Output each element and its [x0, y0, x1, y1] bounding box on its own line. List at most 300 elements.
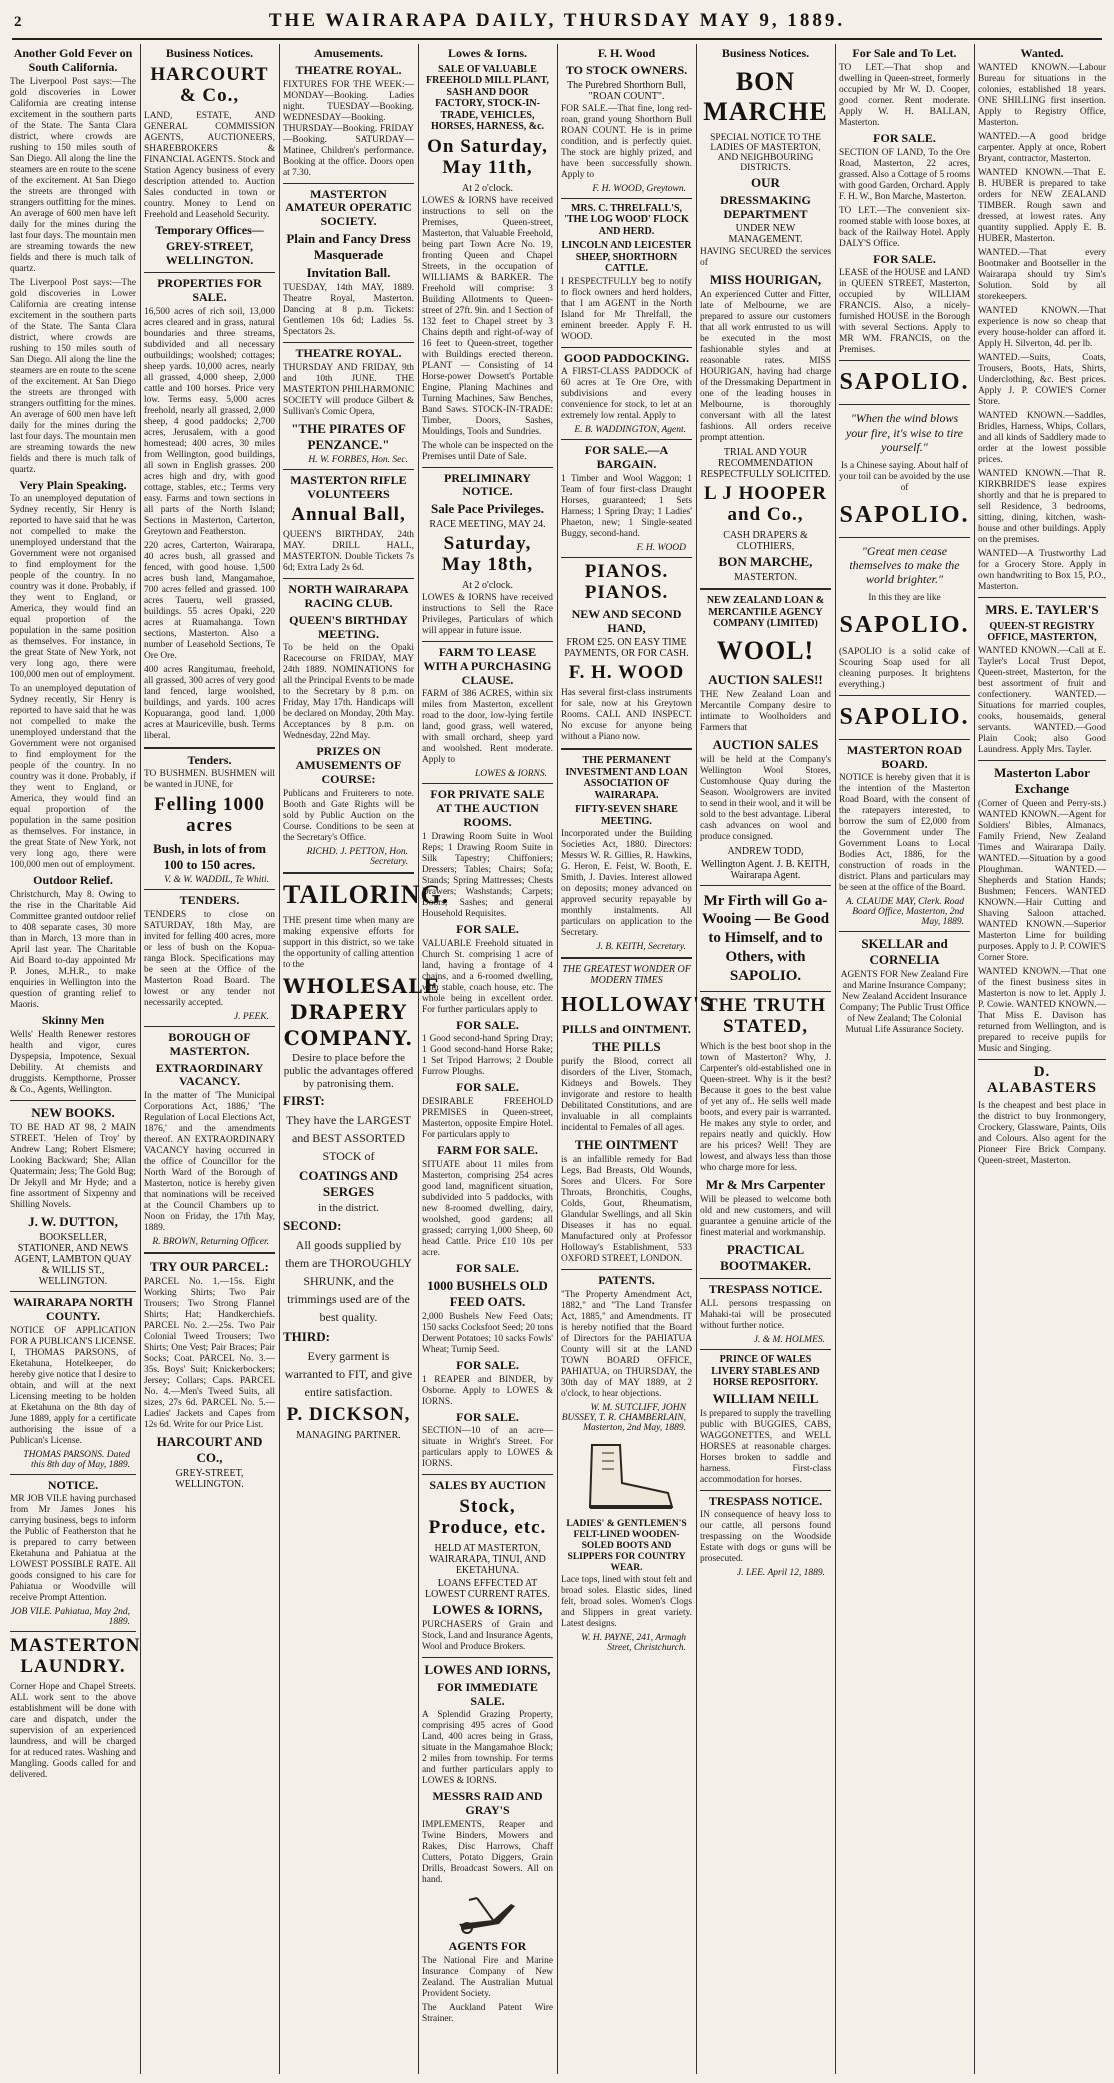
notice-body: ALL persons trespassing on Mahaki-tai will be prosecuted without further notice.	[700, 1299, 831, 1331]
ad-body: LOWES & IORNS have received instructions to sell on the Premises, Queen-street, Masterton, that Valuable Freehold, being part Town Acre No. 19, fronting Queen and Chapel Streets, in the occupation of WILLIAMS & BARKER. The Freehold will comprise: 3 Building Allotments to Queen-street of 27ft. 9in. and 1 Section of 132 feet to Chapel street by 3 Chains depth and right-of-way of 16 feet to Queen-street, together with Buildings erected thereon. PLANT — Consisting of 14 Horse-power Dowsett's Portable Engine, Planing Machines and Turning Machines, Saw Benches, Band Saws. STOCK-IN-TRADE: Timber, Doors, Sashes, Mouldings, Tools and Sundries.	[422, 195, 553, 437]
ad-body: 1 Drawing Room Suite in Wool Reps; 1 Drawing Room Suite in Silk Tapestry; Chiffoniers; Dressers; Tables; Chairs; Sofa; Stands; Spring Mattresses; Chests Drawers; Washstands; Carpets; Doors; Sashes; and general Household Requisites.	[422, 831, 553, 919]
divider	[839, 404, 970, 405]
ad-body: An experienced Cutter and Fitter, late of Melbourne, we are prepared to assure our customers that all work entrusted to us will be executed in the most fashionable styles and at reasonable rates. MISS HOURIGAN, having had charge of the Dressmaking Department in one of the leading houses in Melbourne, is thoroughly conversant with all the latest fashions. All orders receive prompt attention.	[700, 290, 831, 444]
ad-display-line: AUCTION SALES	[712, 736, 819, 752]
ad-body: THE New Zealand Loan and Mercantile Company desire to intimate to Woolholders and Farmers that	[700, 689, 831, 733]
ad-body: Incorporated under the Building Societies Act, 1880. Directors: Messrs W. R. Gillies, R. Hawkins, G. Heron, E. Feist, W. Booth, E. Smith, J. Davies. Interest allowed on deposits; money advanced on approved security repayable by monthly instalments. All particulars on application to the Secretary.	[561, 829, 692, 939]
ad-signature: Wellington Agent. J. B. KEITH, Wairarapa Agent.	[701, 858, 830, 881]
sapolio-advert: SAPOLIO.	[839, 369, 970, 396]
divider	[10, 1474, 136, 1475]
ad-signature: ANDREW TODD,	[727, 845, 804, 857]
ad-headline: MRS. C. THRELFALL'S, 'THE LOG WOOD' FLOCK AND HERD.	[564, 202, 689, 237]
ad-body: FOR SALE.—That fine, long red-roan, grand young Shorthorn Bull ROAN COUNT. He is in prime condition, and is perfectly quiet. The stock are highly prized, and have been successfully shown. Apply to	[561, 103, 692, 180]
wanted-notice: WANTED.—That every Bootmaker and Bootseller in the Wairarapa should try Sim's Solution. Sold by all storekeepers.	[978, 247, 1106, 302]
ad-headline: FOR PRIVATE SALE AT THE AUCTION ROOMS.	[430, 787, 545, 829]
ad-body: QUEEN'S BIRTHDAY, 24th MAY. DRILL HALL, MASTERTON. Double Tickets 7s 6d; Extra Lady 2s 6d.	[283, 530, 414, 574]
article-headline: Another Gold Fever on South California.	[13, 46, 133, 74]
divider	[561, 439, 692, 440]
ad-body: 220 acres, Carterton, Wairarapa, 40 acres bush, all grassed and fenced, with good house. 1,500 acres bush land, Mangamahoe, 700 acres felled and grassed. 100 acres Taueru, well grassed, buildings. 55 acres Opaki, 220 acres at Ruamahanga. Town sections, Masterton. Also a number of Leasehold Sections, Te Ore Ore.	[144, 540, 275, 661]
divider	[978, 760, 1106, 761]
ad-headline: TENDERS.	[179, 893, 240, 908]
divider	[144, 272, 275, 273]
notice-body: MR JOB VILE having purchased from Mr James Jones his carrying business, begs to inform the Public of Featherston that he is prepared to carry between Eketahuna and Pahiatua at the LOWEST POSSIBLE RATE. All goods consigned to his care for Pahiatua or Woodville will receive Prompt Attention.	[10, 1494, 136, 1604]
advertiser-name: LOWES & IORNS,	[432, 1601, 543, 1617]
ad-headline: GOOD PADDOCKING.	[563, 350, 690, 365]
wanted-notice: WANTED.—A good bridge carpenter. Apply at once, Robert Bryant, contractor, Masterton.	[978, 131, 1106, 164]
divider	[561, 748, 692, 750]
divider	[700, 1278, 831, 1279]
ad-body: TO LET.—That shop and dwelling in Queen-street, formerly occupied by Mr W. D. Cooper, good corner. Rent moderate. Apply W. H. BALLAN, Masterton.	[839, 62, 970, 128]
ad-headline: FOR SALE.	[456, 1260, 519, 1275]
divider	[839, 739, 970, 740]
ad-display-line: BON MARCHE	[703, 66, 828, 126]
column-1	[10, 44, 141, 2074]
divider	[283, 183, 414, 184]
ad-display-line: Invitation Ball.	[306, 264, 391, 280]
ad-body: PARCEL No. 1.—15s. Eight Working Shirts; Two Pair Trousers; Two Strong Flannel Shirts; Hat; Handkerchiefs. PARCEL No. 2.—25s. Two Pair Colonial Tweed Trousers; Two Shirts; One Vest; Pair Braces; Pair Socks; Coat. PARCEL No. 3.—35s. Boys' Suit; Knickerbockers; Jersey; Collars; Caps. PARCEL No. 4.—Men's Tweed Suits, all sizes, 27s 6d. PARCEL No. 5.—Ladies' Jackets and Capes from 12s 6d. Write for our Price List.	[144, 1277, 275, 1431]
ad-point-label: SECOND:	[283, 1218, 342, 1234]
notice-signature: J. & M. HOLMES.	[753, 1335, 825, 1345]
divider	[144, 889, 275, 890]
column-5	[561, 44, 713, 2074]
ad-headline: FOR SALE.	[456, 1409, 519, 1424]
ad-body: Desire to place before the public the advantages offered by patronising them.	[283, 1051, 414, 1090]
advertiser-name: SKELLAR and CORNELIA	[861, 936, 948, 968]
ad-body: A Splendid Grazing Property, comprising 495 acres of Good Land, 400 acres being in Grass, situate in the Mangamahoe Block; 2 miles from township. For terms and further particulars apply to LOWES & IORNS.	[422, 1710, 553, 1787]
ad-headline: FOR SALE.—A BARGAIN.	[584, 443, 669, 472]
divider	[700, 1349, 831, 1350]
ad-subhead: Temporary Offices—	[155, 222, 264, 237]
column-rule	[974, 44, 975, 2074]
ad-body: Corner Hope and Chapel Streets. ALL work sent to the above establishment will be done with care and dispatch, under the supervision of an experienced laundress, and will be charged for at reduced rates. Washing and Mangling. Goods called for and delivered.	[10, 1682, 136, 1781]
ad-body: LOANS EFFECTED AT LOWEST CURRENT RATES.	[425, 1577, 550, 1600]
ad-display-line: HOLLOWAY'S	[561, 992, 713, 1017]
column-2	[144, 44, 275, 2074]
ad-body: THURSDAY AND FRIDAY, 9th and 10th JUNE. THE MASTERTON PHILHARMONIC SOCIETY will produce Gilbert & Sullivan's Comic Opera,	[283, 362, 414, 417]
ad-headline: MASTERTON LAUNDRY.	[10, 1635, 141, 1678]
column-8	[978, 44, 1106, 2074]
wanted-notice: WANTED—A Trustworthy Lad for a Grocery Store. Apply in own handwriting to Box 15, P.O., Masterton.	[978, 548, 1106, 592]
section-header: Business Notices.	[721, 46, 810, 60]
section-header: Tenders.	[187, 752, 232, 767]
ad-headline: MESSRS RAID AND GRAY'S	[432, 1789, 543, 1818]
ad-subhead: DRESSMAKING DEPARTMENT	[720, 192, 811, 221]
masthead	[0, 0, 1114, 40]
wanted-notice: WANTED KNOWN.—Labour Bureau for situations in the colonies, established 18 years. ONE SHILLING first insertion. Apply to Registry Office, Masterton.	[978, 62, 1106, 128]
ad-headline: PRELIMINARY NOTICE.	[444, 470, 531, 499]
page-number: 2	[14, 14, 22, 30]
ad-signature: V. & W. WADDIL, Te Whiti.	[164, 875, 269, 886]
ad-subhead: QUEEN'S BIRTHDAY MEETING.	[289, 612, 408, 641]
ad-display-line: COMPANY.	[283, 1025, 414, 1050]
ad-body: TO BE HAD AT 98, 2 MAIN STREET. 'Helen of Troy' by Andrew Lang; Robert Elsmere; Looking Backward; She; Allan Quatermain; Jess; The Gold Bug; Dr Jekyll and Mr Hyde; and a fine assortment of Sixpenny and Shilling Novels.	[10, 1122, 136, 1210]
ad-display-line: COATINGS AND SERGES	[298, 1168, 399, 1200]
ad-body: Every garment is warranted to FIT, and give entire satisfaction.	[284, 1349, 413, 1400]
notice-body: "The Property Amendment Act, 1882," and "The Land Transfer Act, 1885," and Amendments. IT is hereby notified that the Board of Directors for the PAHIATUA County will sit at the LAND TOWN BOARD OFFICE, PAHIATUA, on THURSDAY, the 30th day of MAY 1889, at 2 o'clock, to hear objections.	[561, 1289, 692, 1399]
ad-signature: H. W. FORBES, Hon. Sec.	[308, 454, 408, 465]
divider	[10, 1291, 136, 1292]
wanted-notice: WANTED.—Suits, Coats, Trousers, Boots, Hats, Shirts, Underclothing, &c. Best prices. Apply J. P. COWIE'S Corner Store.	[978, 352, 1106, 407]
column-rule	[557, 44, 558, 2074]
ad-body: LAND, ESTATE, AND GENERAL COMMISSION AGENTS, AUCTIONEERS, SHAREBROKERS & FINANCIAL AGENTS. Stock and Station Agency business of every description attended to. Auction Sales conducted in town or country. Money to Lend on Freehold and Leasehold Security.	[144, 110, 275, 220]
divider	[422, 1474, 553, 1475]
advertiser-name: D. ALABASTERS	[986, 1063, 1098, 1097]
ad-body: A FIRST-CLASS PADDOCK of 60 acres at Te Ore Ore, with subdivisions and every convenience for stock, to let at an extremely low rental. Apply to	[561, 367, 692, 422]
wanted-notice: WANTED KNOWN.—That experience is now so cheap that every house-holder can afford it. Apply H. Silverton, 4d. per lb.	[978, 305, 1106, 349]
ad-body: SECTION—10 of an acre—situate in Wright's Street. For particulars apply to LOWES & IORNS.	[422, 1426, 553, 1470]
divider	[144, 1252, 275, 1254]
ad-headline: NEW ZEALAND LOAN & MERCANTILE AGENCY COMPANY (LIMITED)	[706, 595, 825, 630]
notice-headline: TRESPASS NOTICE.	[708, 1282, 823, 1297]
column-rule	[835, 44, 836, 2074]
ad-headline: MRS. E. TAYLER'S	[985, 601, 1099, 617]
section-header: Business Notices.	[165, 46, 254, 60]
divider	[700, 885, 831, 886]
ad-headline: TRY OUR PARCEL:	[150, 1259, 269, 1275]
ad-body: VALUABLE Freehold situated in Church St. comprising 1 acre of land, having a frontage of 4 chains, and a 6-roomed dwelling, with stable, coach house, etc. The whole being in excellent order. For further particulars apply to	[422, 938, 553, 1015]
advertiser-name: P. DICKSON,	[286, 1404, 411, 1426]
article-headline: Very Plain Speaking.	[19, 477, 127, 492]
ad-signature: LOWES & IORNS.	[474, 769, 547, 780]
ad-headline: THEATRE ROYAL.	[295, 345, 402, 360]
sapolio-advert: SAPOLIO.	[839, 611, 970, 638]
divider	[561, 347, 692, 348]
ad-body: FARM of 386 ACRES, within six miles from Masterton, excellent road to the door, low-lying fertile land, good grass, well watered, with small orchard, sheep yard and woolshed. Rent moderate. Apply to	[422, 689, 553, 766]
ad-body: LOWES & IORNS have received instructions to Sell the Race Privileges, Particulars of which will appear in future issue.	[422, 592, 553, 636]
ad-subhead: QUEEN-ST REGISTRY OFFICE, MASTERTON,	[987, 620, 1097, 644]
notice-body: In the matter of 'The Municipal Corporations Act, 1886,' 'The Regulation of Local Elections Act, 1876,' and the amendments thereof. AN EXTRAORDINARY VACANCY having occurred in the office of Councillor for the North Ward of the Borough of Masterton, notice is hereby given that nominations will be received at the Council Chambers up to Noon on Friday, the 17th May, 1889.	[144, 1091, 275, 1234]
column-rule	[279, 44, 280, 2074]
ad-headline: FOR SALE.	[873, 130, 936, 145]
ad-body: 16,500 acres of rich soil, 13,000 acres cleared and in grass, natural boundaries and three streams, subdivided and all necessary outbuildings; woolshed; cottages; sheep yards. 10,000 acres, nearly all grassed, 4,000 sheep, 2,000 cattle and 100 horses. Price very low. Terms easy. 5,000 acres freehold, nearly all grassed, 2,000 sheep, 4 good paddocks; 2,700 acres, Jerusalem, with a good homestead; 400 acres, 30 miles from Wellington, good buildings, all sown in English grasses. 200 acres high and dry, with good cottage, stables, etc.; Terms very easy. Farms and town sections in all parts of the North Island; Sections in Masterton, Carterton, Greytown and Featherston.	[144, 306, 275, 537]
divider	[839, 931, 970, 932]
ad-display-line: DRAPERY	[289, 999, 408, 1024]
divider	[144, 1026, 275, 1027]
advertiser-address: GREY-STREET, WELLINGTON.	[175, 1468, 244, 1491]
notice-signature: A. CLAUDE MAY, Clerk. Road Board Office, Masterton, 2nd May, 1889.	[845, 897, 964, 928]
advertiser-address: BOOKSELLER, STATIONER, AND NEWS AGENT, LAMBTON QUAY & WILLIS ST., WELLINGTON.	[14, 1231, 132, 1287]
column-rule	[696, 44, 697, 2074]
ad-headline: FOR SALE.	[456, 1017, 519, 1032]
ad-subhead: FOR IMMEDIATE SALE.	[437, 1679, 538, 1708]
ad-headline: HARCOURT & Co.,	[150, 63, 269, 106]
ad-headline: MASTERTON RIFLE VOLUNTEERS	[290, 472, 407, 501]
ad-body: SITUATE about 11 miles from Masterton, comprising 254 acres good land, magnificent situation, subdivided into 5 paddocks, with new 8-roomed dwelling, dairy, woolshed, good gardens; all grassed; carrying 1,000 Sheep, 60 head Cattle. Price £10 10s per acre.	[422, 1159, 553, 1258]
divider	[144, 747, 275, 749]
ad-display-line: TAILORING.	[283, 879, 450, 909]
advertiser-name: F. H. WOOD	[568, 662, 685, 684]
ad-subhead: UNDER NEW MANAGEMENT.	[728, 223, 803, 246]
ad-subhead: PILLS and OINTMENT.	[562, 1022, 691, 1037]
ad-headline: THEATRE ROYAL.	[295, 62, 402, 77]
column-3	[283, 44, 450, 2074]
section-header: Lowes & Iorns.	[447, 46, 527, 60]
article-body: Christchurch, May 8. Owing to the rise in the Charitable Aid Committee granted outdoor relief to 408 separate cases, 30 more than in March, 13 more than in April last year. The Charitable Aid Board to-day appointed Mr P. Jones, M.H.R., to make enquiries in Wellington into the question of granting relief to Maoris.	[10, 890, 136, 1011]
ad-body: Is the cheapest and best place in the district to buy Ironmongery, Crockery, Glassware, Paints, Oils and Colours. Also agent for the Pioneer Fire Brick Company. Queen-street, Masterton.	[978, 1100, 1106, 1166]
ad-subhead: THE OINTMENT	[575, 1137, 678, 1153]
ad-headline: MASTERTON AMATEUR OPERATIC SOCIETY.	[285, 186, 412, 229]
ad-display-line: On Saturday, May 11th,	[427, 135, 548, 178]
ad-display-line: Annual Ball,	[291, 504, 406, 526]
advertiser-name: J. W. DUTTON,	[28, 1213, 118, 1229]
article-headline: Outdoor Relief.	[33, 873, 113, 888]
ad-signature: F. H. WOOD, Greytown.	[592, 183, 686, 194]
ad-signature: W. H. PAYNE, 241, Armagh Street, Christchurch.	[581, 1633, 686, 1654]
divider	[422, 641, 553, 642]
divider	[283, 578, 414, 579]
advertiser-name: HARCOURT AND CO.,	[156, 1434, 263, 1466]
ad-display-line: MISS HOURIGAN,	[709, 272, 822, 288]
notice-subhead: EXTRAORDINARY VACANCY.	[155, 1060, 264, 1089]
ad-body: 1 Timber and Wool Waggon; 1 Team of four first-class Draught Horses, guaranteed; 1 Sets Harness; 1 Spring Dray; 1 Ladies' Phaeton, new; 1 Single-seated Buggy, second-hand.	[561, 473, 692, 539]
ad-subhead: RACE MEETING, MAY 24.	[429, 519, 546, 531]
section-header: For Sale and To Let.	[852, 46, 957, 60]
ad-headline: SALES BY AUCTION	[429, 1478, 546, 1493]
wanted-notice: WANTED KNOWN.—That R. KIRKBRIDE'S lease expires shortly and that he is prepared to sell Residence, 3 bedrooms, sitting, dining, kitchen, wash-house and other buildings. Apply on the premises.	[978, 468, 1106, 545]
ad-body: Wells' Health Renewer restores health and vigor, cures Dyspepsia, Impotence, Sexual Debility. At chemists and druggists. Kempthorne, Prosser & Co., Agents, Wellington.	[10, 1029, 136, 1095]
ad-body: The National Fire and Marine Insurance Company of New Zealand. The Australian Mutual Provident Society.	[422, 1955, 553, 1999]
wanted-notice: WANTED KNOWN.—That E. B. HUBER is prepared to take orders for NEW ZEALAND TIMBER. Rough sawn and dressed, at lowest rates. Any quantity supplied. Apply E. B. HUBER, Masterton.	[978, 167, 1106, 244]
ad-display-line: AUCTION SALES!!	[708, 671, 823, 687]
advertiser-name: WILLIAM NEILL	[712, 1390, 819, 1406]
ad-subhead: Sale Pace Privileges.	[431, 501, 544, 517]
ad-body: To be held on the Opaki Racecourse on FRIDAY, MAY 24th 1889. NOMINATIONS for all the Principal Events to be made to the Secretary by 8 p.m. on Friday, May 17th. Handicaps will be declared on Monday, 20th May. Acceptances by 8 p.m. on Wednesday, 22nd May.	[283, 643, 414, 742]
ad-display-line: Stock, Produce, etc.	[428, 1496, 547, 1538]
ad-body: TENDERS to close on SATURDAY, 18th May, are invited for felling 400 acres, more or less of bush on the Kopua-ranga Block. Specifications may be seen at the Office of the Masterton Road Board. The lowest or any tender not necessarily accepted.	[144, 909, 275, 1008]
ad-display-line: Plain and Fancy Dress Masquerade	[286, 230, 411, 262]
ad-body: 1 Good second-hand Spring Dray; 1 Good second-hand Horse Rake; 1 Set Tripod Harrows; 2 Double Furrow Ploughs.	[422, 1034, 553, 1078]
ad-body: In this they are like	[868, 592, 941, 603]
notice-body: NOTICE OF APPLICATION FOR A PUBLICAN'S LICENSE. I, THOMAS PARSONS, of Eketahuna, Hotelkeeper, do hereby give notice that I desire to obtain, and will at the next Licensing meeting to be holden at Eketahuna on the 8th day of June 1889, apply for a certificate authorising the issue of a Publican's License.	[10, 1325, 136, 1446]
section-header: Wanted.	[1020, 46, 1064, 60]
ad-body: HELD AT MASTERTON, WAIRARAPA, TINUI, AND EKETAHUNA.	[429, 1542, 546, 1576]
ad-body: FROM £25. ON EASY TIME PAYMENTS, OR FOR CASH.	[564, 637, 689, 660]
ad-subhead: PROPERTIES FOR SALE.	[157, 275, 262, 304]
notice-signature: J. LEE. April 12, 1889.	[737, 1568, 825, 1579]
ad-signature: J. B. KEITH, Secretary.	[596, 942, 686, 953]
divider	[283, 469, 414, 470]
ad-quote: "Great men cease themselves to make the world brighter."	[849, 543, 960, 587]
advertiser-address: MASTERTON.	[734, 572, 797, 584]
ad-body: DESIRABLE FREEHOLD PREMISES in Queen-street, Masterton, opposite Empire Hotel. For particulars apply to	[422, 1097, 553, 1141]
ad-body: Publicans and Fruiterers to note. Booth and Gate Rights will be sold by Public Auction on the Course. Conditions to be seen at the Secretary's Office.	[283, 788, 414, 843]
divider	[839, 537, 970, 538]
ad-display-line: PRACTICAL BOOTMAKER.	[720, 1242, 811, 1274]
divider	[10, 1631, 136, 1632]
ad-body: in the district.	[318, 1202, 379, 1215]
ad-display-line: 1000 BUSHELS OLD FEED OATS.	[427, 1277, 548, 1309]
ad-display-line: Bush, in lots of from 100 to 150 acres.	[153, 841, 266, 873]
ad-time: At 2 o'clock.	[462, 182, 513, 194]
ad-headline: FOR SALE.	[456, 1080, 519, 1095]
ad-quote: "When the wind blows your fire, it's wise to tire yourself."	[845, 411, 963, 455]
boot-illustration	[572, 1437, 682, 1515]
divider	[10, 1100, 136, 1101]
ad-display-line: THE TRUTH STATED,	[704, 995, 827, 1038]
divider	[839, 360, 970, 361]
ad-display-line: Felling 1000 acres	[154, 794, 265, 837]
ad-headline: FOR SALE.	[456, 1357, 519, 1372]
ad-body: (SAPOLIO is a solid cake of Scouring Soap used for all cleaning purposes. It brightens everything.)	[839, 646, 970, 690]
ad-headline: TO STOCK OWNERS.	[565, 62, 688, 77]
notice-headline: TRESPASS NOTICE.	[708, 1493, 823, 1508]
ad-display-line: "THE PIRATES OF PENZANCE."	[291, 420, 406, 452]
ad-subhead: The Purebred Shorthorn Bull, "ROAN COUNT".	[567, 79, 686, 102]
ad-headline: Masterton Labor Exchange	[994, 764, 1090, 796]
ad-headline: NEW BOOKS.	[31, 1104, 115, 1120]
ad-headline: PRINCE OF WALES LIVERY STABLES AND HORSE REPOSITORY.	[711, 1354, 820, 1388]
wanted-notice: (Corner of Queen and Perry-sts.) WANTED KNOWN.—Agent for Soldiers' Bibles, Almanacs, Family Friend, New Zealand Times and Wairarapa Daily. WANTED.—Situation by a good Ploughman. WANTED.—Shepherds and Station Hands; Bushmen; Fencers. WANTED KNOWN.—Hair Cutting and Shaving Saloon attached. WANTED KNOWN.—Superior Masterton Lime for building purposes. Apply to J. P. COWIE'S Corner Store.	[978, 798, 1106, 963]
divider	[839, 695, 970, 696]
ad-body: TUESDAY, 14th MAY, 1889. Theatre Royal, Masterton. Dancing at 8 p.m. Tickets: Gentlemen 10s 6d; Ladies 5s. Spectators 2s.	[283, 282, 414, 337]
notice-signature: JOB VILE. Pahiatua, May 2nd, 1889.	[10, 1607, 130, 1628]
plough-illustration	[453, 1890, 523, 1936]
ad-display-line: WOOL!	[716, 635, 815, 665]
ad-subhead: FIFTY-SEVEN SHARE MEETING.	[575, 804, 678, 827]
ad-display-line: WHOLESALE	[283, 973, 440, 998]
ad-kicker: THE GREATEST WONDER OF MODERN TIMES	[562, 964, 691, 987]
ad-point-label: FIRST:	[283, 1093, 325, 1109]
section-header: F. H. Wood	[597, 46, 656, 60]
ad-display-line: PIANOS. PIANOS.	[584, 560, 669, 603]
column-4	[422, 44, 553, 2074]
wanted-notice: WANTED KNOWN.—Saddles, Bridles, Harness, Whips, Collars, and all kinds of Saddlery made to order at the lowest possible prices.	[978, 410, 1106, 465]
ad-headline: AGENTS FOR	[448, 1939, 527, 1954]
ad-body: They have the LARGEST and BEST ASSORTED STOCK of	[286, 1113, 411, 1164]
ad-headline: FOR SALE.	[456, 921, 519, 936]
ad-body: HAVING SECURED the services of	[700, 247, 831, 269]
divider	[700, 588, 831, 590]
wanted-notice: WANTED KNOWN.—That one of the finest business sites in Masterton is now to let. Apply J. P. Cowie. WANTED KNOWN.—That Miss E. Davison has returned from Wellington, and is prepared to receive pupils for Music and Singing.	[978, 966, 1106, 1054]
ad-subhead: LINCOLN AND LEICESTER SHEEP, SHORTHORN CATTLE.	[561, 240, 692, 275]
advertiser-address: BON MARCHE,	[718, 554, 813, 570]
ad-body: Will be pleased to welcome both old and new customers, and will guarantee a genuine article of the finest material and workmanship.	[700, 1195, 831, 1239]
ad-headline: LOWES AND IORNS,	[424, 1661, 551, 1677]
ad-body: will be held at the Company's Wellington Wool Stores, Customhouse Quay during the Season. Woolgrowers are invited to send in their wool, and it will be sold to the best advantage. Liberal cash advances on wool and produce consigned.	[700, 754, 831, 842]
ad-body: Which is the best boot shop in the town of Masterton? Why, J. Carpenter's old-established one in Queen-street. Why is it the best? Because it goes to the best value of yet any of.. He sells well made boots, and every pair is warranted. He makes any style to order, and repairs neatly and quickly. How are his prices? Well! They are lowest, and always less than those who charge more for less.	[700, 1042, 831, 1174]
divider	[283, 342, 414, 343]
ad-body: SECTION OF LAND, To the Ore Road, Masterton, 22 acres, grassed. Also a Cottage of 5 rooms with good Garden, Orchard. Apply F. H. W., Bon Marche, Masterton.	[839, 147, 970, 202]
ad-signature: E. B. WADDINGTON, Agent.	[574, 425, 686, 436]
advertiser-name: L J HOOPER and Co.,	[704, 483, 827, 526]
article-body: To an unemployed deputation of Sydney recently, Sir Henry is reported to have said that he was not compelled to make the unemployed understand that the Government were not organised to find employment for the people of the country. In no country was it done. Probably, if they went to England, or America, they would find an equal proportion of the population in the same position as themselves. For instance, in the great State of New York, not very long ago, there were 100,000 men out of employment.	[10, 494, 136, 681]
article-body: The Liverpool Post says:—The gold discoveries in Lower California are creating intense excitement in the southern parts of the State. The Santa Clara district, where crowds are rushing to 150 miles south of San Diego. All along the line the steamers are en route to the scene of the excitement. At San Diego the streets are thronged with strangers outfitting for the mines. An average of 600 men have left daily for the mines during the last four days. The mountain men are streaming towards the new fields and there is much talk of quartz.	[10, 76, 136, 274]
ad-headline: FOR SALE.	[873, 251, 936, 266]
ad-body: The whole can be inspected on the Premises until Date of Sale.	[422, 440, 553, 462]
sapolio-advert: SAPOLIO.	[839, 501, 970, 528]
ad-headline: FARM FOR SALE.	[437, 1143, 538, 1158]
notice-body: NOTICE is hereby given that it is the intention of the Masterton Road Board, with the consent of the ratepayers interested, to borrow the sum of £2,000 from the Government under The Government Loans to Local Bodies Act, 1886, for the construction of roads in the district. Plans and particulars may be seen at the office of the Board.	[839, 773, 970, 894]
ad-headline: THE PERMANENT INVESTMENT AND LOAN ASSOCIATION OF WAIRARAPA.	[565, 755, 688, 801]
ad-time: At 2 o'clock.	[462, 579, 513, 591]
divider	[422, 783, 553, 784]
ad-subhead: GREY-STREET, WELLINGTON.	[165, 239, 254, 268]
ad-body: purify the Blood, correct all disorders of the Liver, Stomach, Kidneys and Bowels. They invigorate and restore to health Debilitated Constitutions, and are invaluable in all complaints incidental to Females of all ages.	[561, 1057, 692, 1134]
divider	[561, 198, 692, 199]
advertiser-title: CASH DRAPERS & CLOTHIERS,	[723, 530, 808, 553]
ad-body: TRIAL AND YOUR RECOMMENDATION RESPECTFULLY SOLICITED.	[700, 447, 831, 481]
ad-subhead: NEW AND SECOND HAND,	[571, 606, 682, 635]
divider	[561, 557, 692, 558]
ad-body: PURCHASERS of Grain and Stock, Land and Insurance Agents, Wool and Produce Brokers.	[422, 1619, 553, 1652]
column-6	[700, 44, 831, 2074]
newspaper-title: THE WAIRARAPA DAILY, THURSDAY MAY 9, 1889.	[268, 10, 846, 31]
ad-body: TO LET.—The convenient six-roomed stable with loose boxes, at back of the Railway Hotel. Apply DALY'S Office.	[839, 205, 970, 249]
advertiser-title: MANAGING PARTNER.	[296, 1430, 401, 1442]
divider	[561, 957, 692, 959]
sapolio-advert: Mr Firth will Go a-Wooing — Be Good to Himself, and to Others, with SAPOLIO.	[701, 892, 830, 984]
ad-body: The Auckland Patent Wire Strainer.	[422, 2002, 553, 2024]
notice-headline: PATENTS.	[598, 1273, 655, 1288]
notice-signature: THOMAS PARSONS. Dated this 8th day of May, 1889.	[23, 1449, 130, 1470]
divider	[978, 597, 1106, 598]
ad-body: IMPLEMENTS, Reaper and Twine Binders, Mowers and Rakes, Disc Harrows, Chaff Cutters, Potato Diggers, Grain Drills, Broadcast Sowers. All on hand.	[422, 1820, 553, 1886]
ad-body: TO BUSHMEN. BUSHMEN will be wanted in JUNE, for	[144, 769, 275, 791]
ad-subhead: SPECIAL NOTICE TO THE LADIES OF MASTERTON, AND NEIGHBOURING DISTRICTS.	[710, 132, 821, 173]
ad-body: All goods supplied by them are THOROUGHLY SHRUNK, and the trimmings used are of the best quality.	[285, 1238, 412, 1325]
wanted-notice: WANTED KNOWN.—Call at E. Tayler's Local Trust Depot, Queen-street, Masterton, for the best assortment of fruit and confectionery. WANTED.—Situations for married couples, cooks, housemaids, general servants. WANTED.—Good Plain Cook; also Good Laundress. Apply Mrs. Tayler.	[978, 645, 1106, 755]
ad-body: is an infallible remedy for Bad Legs, Bad Breasts, Old Wounds, Sores and Ulcers. For Sore Throats, Bronchitis, Coughs, Colds, Gout, Rheumatism, Glandular Swellings, and all Skin Diseases it has no equal. Manufactured only at Professor Holloway's Establishment, 533 OXFORD STREET, LONDON.	[561, 1155, 692, 1265]
ad-signature: F. H. WOOD	[636, 542, 686, 553]
ad-headline: Skinny Men	[41, 1013, 105, 1028]
masthead-rule	[12, 38, 1102, 40]
ad-body: LEASE of the HOUSE and LAND in QUEEN STREET, Masterton, occupied by WILLIAM FRANCIS. Also, a nicely-furnished HOUSE in the Borough with several Sections. Apply to MR WM. FRANCIS, on the Premises.	[839, 268, 970, 356]
ad-display-line: Saturday, May 18th,	[441, 533, 534, 576]
notice-signature: R. BROWN, Returning Officer.	[152, 1237, 269, 1248]
column-rule	[140, 44, 141, 2074]
ad-subhead: PRIZES ON AMUSEMENTS OF COURSE:	[295, 744, 402, 787]
ad-body: 2,000 Bushels New Feed Oats; 150 sacks Cocksfoot Seed; 20 tons Derwent Potatoes; 10 sacks Fowls' Wheat; Turnip Seed.	[422, 1311, 553, 1355]
divider	[700, 991, 831, 992]
divider	[700, 1490, 831, 1491]
ad-signature: RICHD. J. PETTON, Hon. Secretary.	[306, 846, 408, 867]
ad-headline: FARM TO LEASE WITH A PURCHASING CLAUSE.	[423, 644, 552, 687]
ad-subhead: THE PILLS	[592, 1039, 661, 1055]
article-body: The Liverpool Post says:—The gold discoveries in Lower California are creating intense excitement in the southern parts of the State. The Santa Clara district, where crowds are rushing to 150 miles south of San Diego. All along the line the steamers are en route to the scene of the excitement. At San Diego the streets are thronged with strangers outfitting for the mines. An average of 600 men have left daily for the mines during the last four days. The mountain men are streaming towards the new fields and there is much talk of quartz.	[10, 277, 136, 475]
section-header: Amusements.	[314, 46, 383, 60]
column-rule	[418, 44, 419, 2074]
ad-signature: J. PEEK.	[233, 1011, 269, 1022]
ad-headline: LADIES' & GENTLEMEN'S FELT-LINED WOODEN-SOLED BOOTS AND SLIPPERS FOR COUNTRY WEAR.	[566, 1518, 687, 1573]
divider	[978, 1059, 1106, 1060]
ad-subhead: OUR	[751, 174, 780, 190]
ad-body: THE present time when many are making expensive efforts for support in this district, so we take the opportunity of calling attention to the	[283, 915, 414, 970]
notice-headline: NOTICE.	[47, 1477, 99, 1492]
ad-body: I RESPECTFULLY beg to notify to flock owners and herd holders, that I am AGENT in the North Island for Mr Threlfall, the eminent breeder. Apply F. H. WOOD.	[561, 276, 692, 342]
tailoring-ad	[283, 879, 450, 1442]
notice-body: IN consequence of heavy loss to our cattle, all persons found trespassing on the Woodside Estate with dogs or guns will be prosecuted.	[700, 1510, 831, 1565]
ad-body: 400 acres Rangitumau, freehold, all grassed, 300 acres of very good land fenced, large woolshed, buildings, and yards. 100 acres Kopuaranga, good land. 1,000 acres at Mauriceville, bush. Terms liberal.	[144, 664, 275, 741]
article-body: To an unemployed deputation of Sydney recently, Sir Henry is reported to have said that he was not compelled to make the unemployed understand that the Government were not organised to find employment for the people of the country. In no country was it done. Probably, if they went to England, or America, they would find an equal proportion of the population in the same position as themselves. For instance, in the great State of New York, not very long ago, there were 100,000 men out of employment.	[10, 684, 136, 871]
ad-body: AGENTS FOR New Zealand Fire and Marine Insurance Company; New Zealand Accident Insurance Company; The Public Trust Office of New Zealand; The Colonial Mutual Life Assurance Society.	[839, 970, 970, 1036]
ad-headline: SALE OF VALUABLE FREEHOLD MILL PLANT, SASH AND DOOR FACTORY, STOCK-IN-TRADE, VEHICLES, HORSES, HARNESS, &c.	[426, 63, 549, 133]
ad-point-label: THIRD:	[283, 1329, 330, 1345]
ad-body: Is prepared to supply the travelling public with BUGGIES, CABS, WAGGONETTES, and WELL HORSES at reasonable charges. Horses broken to saddle and harness. First-class accommodation for horses.	[700, 1408, 831, 1485]
divider	[561, 1269, 692, 1270]
ad-body: Has several first-class instruments for sale, now at his Greytown Rooms. CALL AND INSPECT. No excuse for anyone being without a Piano now.	[561, 688, 692, 743]
ad-body: Lace tops, lined with stout felt and broad soles. Elastic sides, lined felt, broad soles. Women's Clogs and Slippers in great variety. Latest designs.	[561, 1575, 692, 1630]
column-7	[839, 44, 970, 2074]
divider	[283, 872, 414, 874]
advertiser-name: Mr & Mrs Carpenter	[705, 1177, 826, 1193]
sapolio-advert: SAPOLIO.	[839, 703, 970, 730]
notice-headline: MASTERTON ROAD BOARD.	[846, 742, 963, 771]
notice-headline: BOROUGH OF MASTERTON.	[168, 1029, 251, 1058]
ad-body: FIXTURES FOR THE WEEK:— MONDAY—Booking. Ladies night. TUESDAY—Booking. WEDNESDAY—Booking. THURSDAY—Booking. FRIDAY—Booking. SATURDAY—Matinee, Children's performance. Booking at the office. Doors open at 7.30.	[283, 79, 414, 178]
ad-body: 1 REAPER and BINDER, by Osborne. Apply to LOWES & IORNS.	[422, 1374, 553, 1407]
ad-headline: NORTH WAIRARAPA RACING CLUB.	[288, 582, 409, 611]
ad-body: Is a Chinese saying. About half of your toil can be avoided by the use of	[839, 460, 970, 493]
